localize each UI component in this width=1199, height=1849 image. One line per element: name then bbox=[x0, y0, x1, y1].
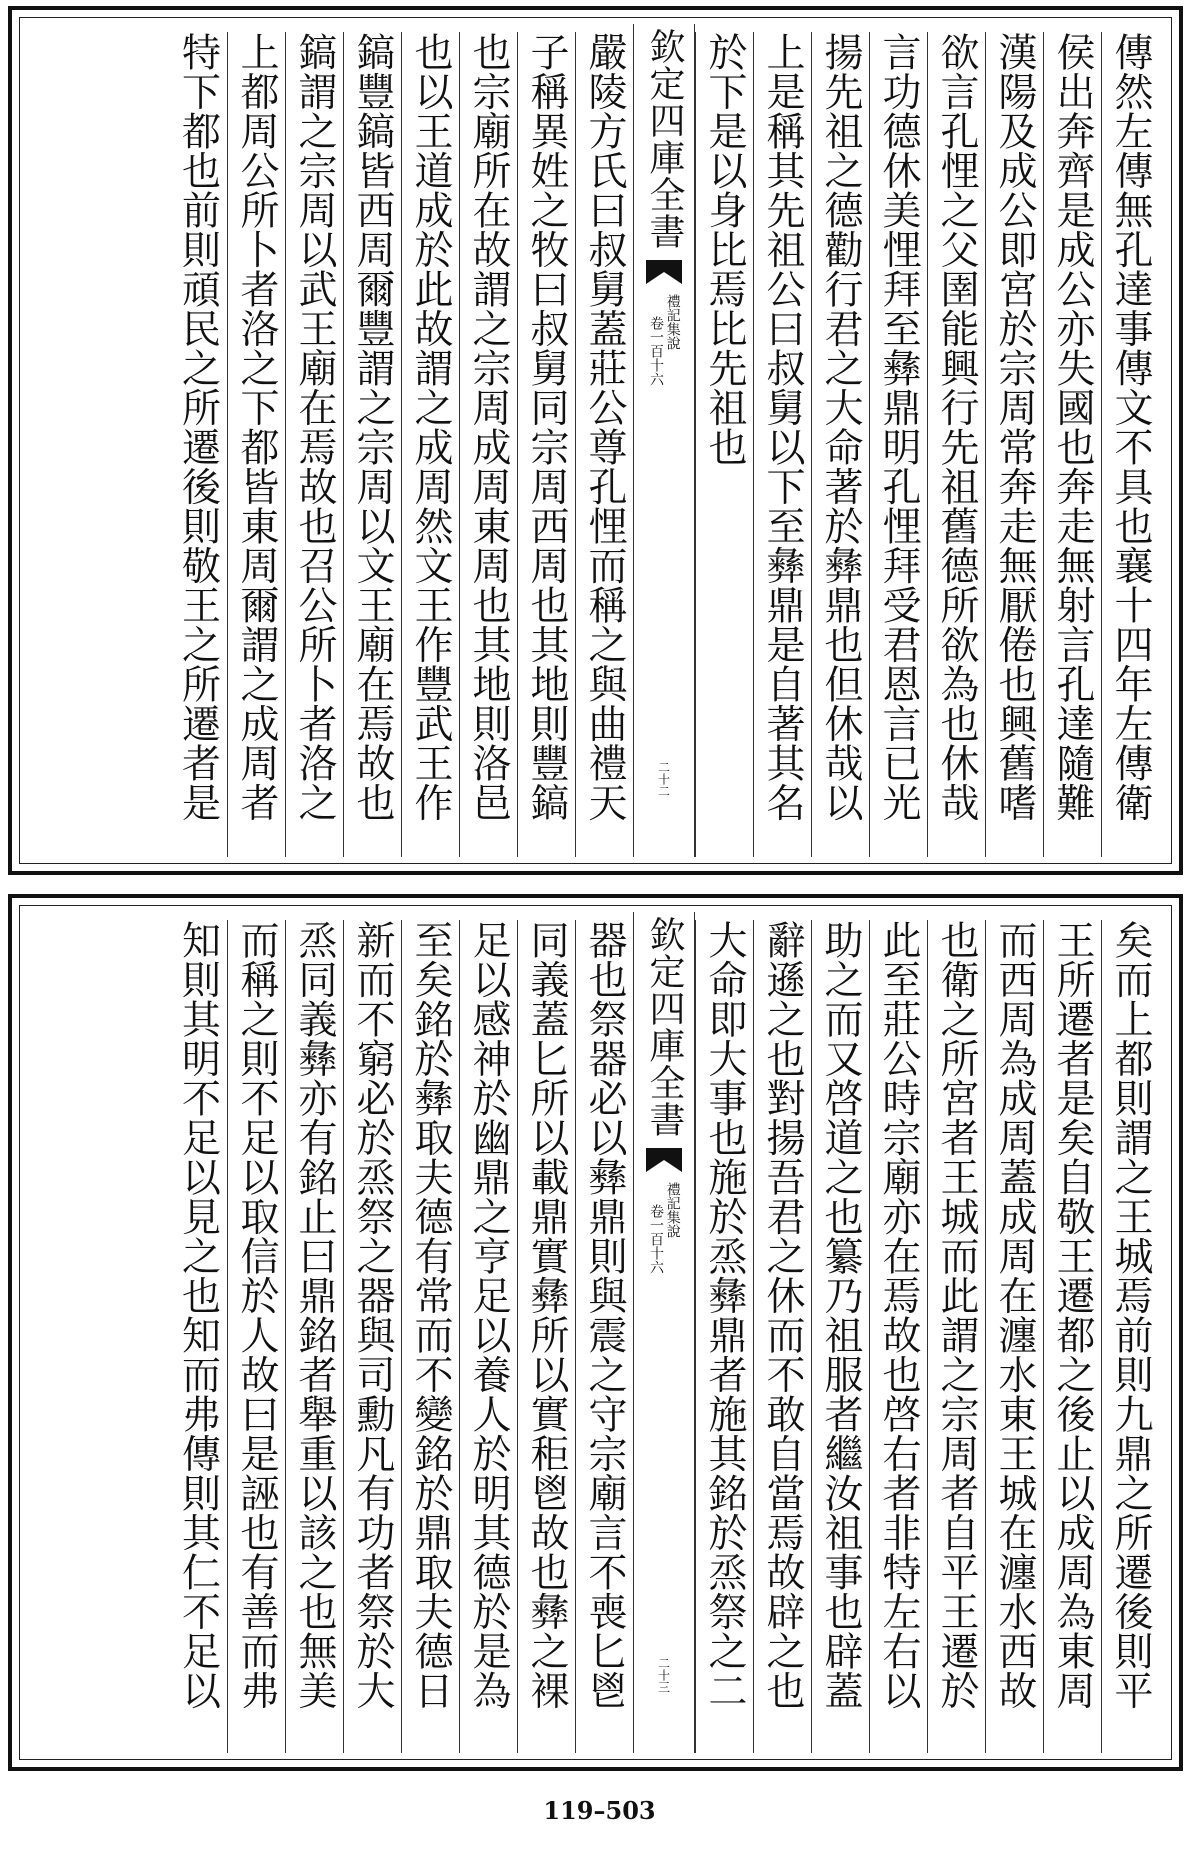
column-text: 也以王道成於此故謂之成周然文王作豐武王作 bbox=[408, 32, 453, 822]
text-column bbox=[401, 32, 459, 857]
text-column bbox=[753, 32, 811, 857]
text-column bbox=[1043, 920, 1101, 1753]
text-column bbox=[575, 920, 633, 1753]
center-margin bbox=[633, 912, 695, 1753]
folio-number: 二十三 bbox=[656, 1657, 671, 1693]
folio-number: 二十二 bbox=[656, 761, 671, 797]
column-text: 器也祭器必以彝鼎則與震之守宗廟言不喪匕鬯 bbox=[582, 920, 627, 1710]
column-text: 子稱異姓之牧曰叔舅同宗周西周也其地則豐鎬 bbox=[524, 32, 569, 822]
series-title: 欽定四庫全書 bbox=[644, 28, 685, 250]
text-column bbox=[1101, 920, 1159, 1753]
text-column bbox=[1043, 32, 1101, 857]
text-column bbox=[985, 920, 1043, 1753]
book-info bbox=[648, 294, 679, 386]
column-text: 鎬豐鎬皆西周爾豐謂之宗周以文王廟在焉故也 bbox=[350, 32, 395, 822]
column-text: 上是稱其先祖公曰叔舅以下至彝鼎是自著其名 bbox=[760, 32, 805, 822]
text-column bbox=[459, 32, 517, 857]
text-column bbox=[401, 920, 459, 1753]
column-text: 此至莊公時宗廟亦在焉故也啓右者非特左右以 bbox=[876, 920, 921, 1710]
text-column bbox=[227, 32, 285, 857]
text-column bbox=[169, 32, 227, 857]
column-text: 鎬謂之宗周以武王廟在焉故也召公所卜者洛之 bbox=[292, 32, 337, 822]
column-text: 漢陽及成公即宮於宗周常奔走無厭倦也興舊嗜 bbox=[992, 32, 1037, 822]
text-column bbox=[343, 920, 401, 1753]
column-text: 而稱之則不足以取信於人故曰是誣也有善而弗 bbox=[234, 920, 279, 1710]
text-column bbox=[575, 32, 633, 857]
column-text: 言功德休美悝拜至彝鼎明孔悝拜受君恩言已光 bbox=[876, 32, 921, 822]
text-column bbox=[1101, 32, 1159, 857]
column-text: 侯出奔齊是成公亦失國也奔走無射言孔達隨難 bbox=[1050, 32, 1095, 822]
book-title: 禮記集說 bbox=[664, 294, 681, 350]
column-text: 烝同義彝亦有銘止曰鼎銘者舉重以該之也無美 bbox=[292, 920, 337, 1710]
column-text: 於下是以身比焉比先祖也 bbox=[702, 32, 747, 467]
column-text: 而西周為成周蓋成周在瀍水東王城在瀍水西故 bbox=[992, 920, 1037, 1710]
column-text: 至矣銘於彝取夫德有常而不變銘於鼎取夫德日 bbox=[408, 920, 453, 1710]
column-text: 嚴陵方氏曰叔舅蓋莊公尊孔悝而稱之與曲禮天 bbox=[582, 32, 627, 822]
column-text: 矣而上都則謂之王城焉前則九鼎之所遷後則平 bbox=[1108, 920, 1153, 1710]
text-column bbox=[695, 32, 753, 857]
column-text: 同義蓋匕所以載鼎實彝所以實秬鬯故也彝之裸 bbox=[524, 920, 569, 1710]
book-info bbox=[648, 1182, 679, 1274]
fish-tail-icon bbox=[644, 256, 684, 286]
text-column bbox=[517, 920, 575, 1753]
text-column bbox=[869, 920, 927, 1753]
page-number: 119–503 bbox=[543, 1796, 656, 1825]
text-column bbox=[927, 920, 985, 1753]
book-title: 禮記集說 bbox=[664, 1182, 681, 1238]
column-text: 足以感神於幽鼎之亨足以養人於明其德於是為 bbox=[466, 920, 511, 1710]
text-column bbox=[927, 32, 985, 857]
column-text: 助之而又啓道之也纂乃祖服者繼汝祖事也辟蓋 bbox=[818, 920, 863, 1710]
text-column bbox=[811, 920, 869, 1753]
series-title: 欽定四庫全書 bbox=[644, 916, 685, 1138]
text-column bbox=[695, 920, 753, 1753]
text-column bbox=[869, 32, 927, 857]
text-column bbox=[985, 32, 1043, 857]
column-text: 新而不窮必於烝祭之器與司勳凡有功者祭於大 bbox=[350, 920, 395, 1710]
text-column bbox=[811, 32, 869, 857]
column-text: 知則其明不足以見之也知而弗傳則其仁不足以 bbox=[175, 920, 221, 1710]
text-column bbox=[285, 920, 343, 1753]
text-column bbox=[753, 920, 811, 1753]
volume-label: 卷一百十六 bbox=[648, 1204, 664, 1274]
column-text: 大命即大事也施於烝彝鼎者施其銘於烝祭之二 bbox=[702, 920, 747, 1710]
text-column bbox=[343, 32, 401, 857]
text-column bbox=[285, 32, 343, 857]
column-text: 辭遜之也對揚吾君之休而不敢自當焉故辟之也 bbox=[760, 920, 805, 1710]
text-column bbox=[517, 32, 575, 857]
column-text: 也宗廟所在故謂之宗周成周東周也其地則洛邑 bbox=[466, 32, 511, 822]
column-text: 也衛之所宮者王城而此謂之宗周者自平王遷於 bbox=[934, 920, 979, 1710]
column-text: 欲言孔悝之父圉能興行先祖舊德所欲為也休哉 bbox=[934, 32, 979, 822]
fish-tail-icon bbox=[644, 1144, 684, 1174]
column-text: 特下都也前則頑民之所遷後則敬王之所遷者是 bbox=[175, 32, 221, 822]
volume-label: 卷一百十六 bbox=[648, 316, 664, 386]
column-text: 王所遷者是矣自敬王遷都之後止以成周為東周 bbox=[1050, 920, 1095, 1710]
page-upper bbox=[8, 6, 1183, 875]
page-lower bbox=[8, 894, 1183, 1771]
text-column bbox=[169, 920, 227, 1753]
center-margin bbox=[633, 24, 695, 857]
column-text: 上都周公所卜者洛之下都皆東周爾謂之成周者 bbox=[234, 32, 279, 822]
text-column bbox=[227, 920, 285, 1753]
text-column bbox=[459, 920, 517, 1753]
column-text: 揚先祖之德勸行君之大命著於彝鼎也但休哉以 bbox=[818, 32, 863, 822]
column-text: 傳然左傳無孔達事傳文不具也襄十四年左傳衛 bbox=[1108, 32, 1153, 822]
